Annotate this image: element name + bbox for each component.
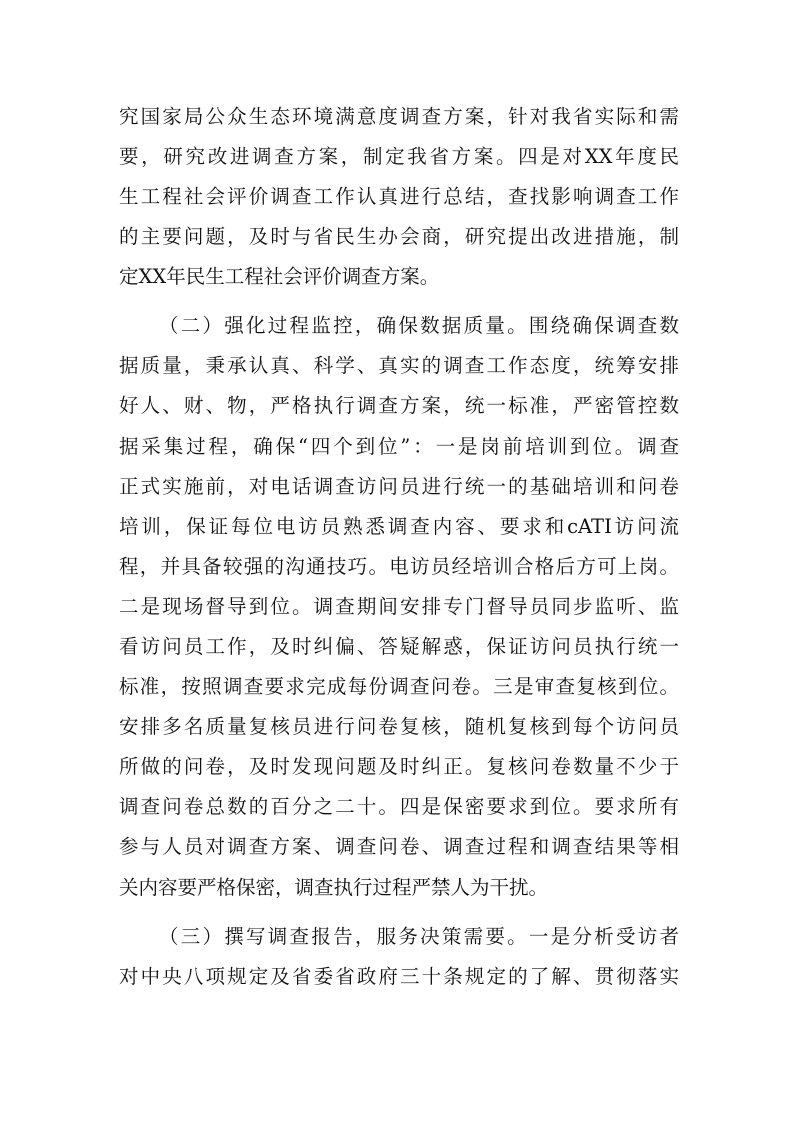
paragraph-heading-line: （二）强化过程监控，确保数据质量。围绕确保调查数 xyxy=(159,314,679,337)
text-line: 标准，按照调查要求完成每份调查问卷。三是审查复核到位。 xyxy=(119,675,679,698)
text-line: 定XX年民生工程社会评价调查方案。 xyxy=(119,265,440,288)
text-line: 究国家局公众生态环境满意度调查方案，针对我省实际和需 xyxy=(119,105,679,128)
text-line: 参与人员对调查方案、调查问卷、调查过程和调查结果等相 xyxy=(119,835,679,858)
text-line: 要，研究改进调查方案，制定我省方案。四是对XX年度民 xyxy=(119,145,679,168)
text-line: 安排多名质量复核员进行问卷复核，随机复核到每个访问员 xyxy=(119,715,679,738)
text-line: 看访问员工作，及时纠偏、答疑解惑，保证访问员执行统一 xyxy=(119,635,679,658)
text-line: 好人、财、物，严格执行调查方案，统一标准，严密管控数 xyxy=(119,394,679,417)
text-line: 生工程社会评价调查工作认真进行总结，查找影响调查工作 xyxy=(119,185,679,208)
text-line: 据质量，秉承认真、科学、真实的调查工作态度，统筹安排 xyxy=(119,354,679,377)
text-line: 程，并具备较强的沟通技巧。电访员经培训合格后方可上岗。 xyxy=(119,555,679,578)
text-line: 的主要问题，及时与省民生办会商，研究提出改进措施，制 xyxy=(119,225,679,248)
paragraph-heading-line: （三）撰写调查报告，服务决策需要。一是分析受访者 xyxy=(159,925,679,948)
text-line: 关内容要严格保密，调查执行过程严禁人为干扰。 xyxy=(119,876,549,899)
text-line: 正式实施前，对电话调查访问员进行统一的基础培训和问卷 xyxy=(119,475,679,498)
text-line: 据采集过程，确保“四个到位”：一是岗前培训到位。调查 xyxy=(119,435,679,458)
text-line: 所做的问卷，及时发现问题及时纠正。复核问卷数量不少于 xyxy=(119,755,679,778)
text-line: 对中央八项规定及省委省政府三十条规定的了解、贯彻落实 xyxy=(119,965,679,988)
text-line: 培训，保证每位电访员熟悉调查内容、要求和cATI访问流 xyxy=(119,515,679,538)
text-line: 二是现场督导到位。调查期间安排专门督导员同步监听、监 xyxy=(119,595,679,618)
text-line: 调查问卷总数的百分之二十。四是保密要求到位。要求所有 xyxy=(119,795,679,818)
